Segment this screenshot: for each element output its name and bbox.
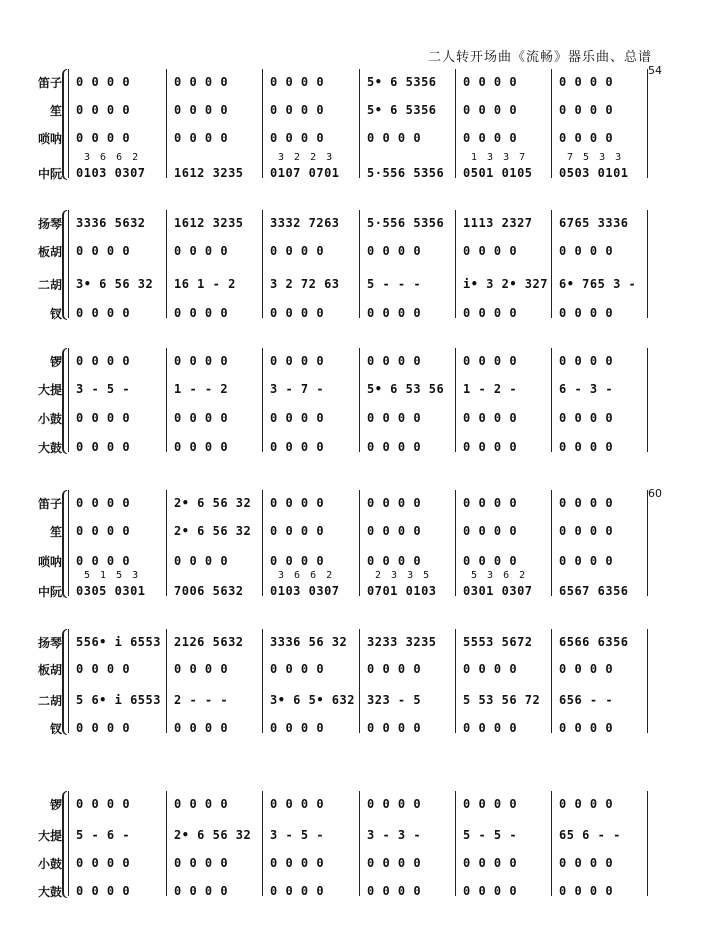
measure: 3 - 5 - xyxy=(270,828,325,842)
measure: 0 0 0 0 xyxy=(367,856,422,870)
instrument-label: 大提 xyxy=(37,383,62,397)
measure: 2• 6 56 32 xyxy=(174,496,252,510)
measure: 556• i 6553 xyxy=(76,635,161,649)
chord-hint: 1 3 3 7 xyxy=(471,152,528,163)
measure: 0305 0301 xyxy=(76,584,146,598)
instrument-label: 笙 xyxy=(49,525,62,539)
instrument-label: 扬琴 xyxy=(37,636,62,650)
measure: 0 0 0 0 xyxy=(76,75,131,89)
measure: 2 - - - xyxy=(174,693,229,707)
staff-line xyxy=(0,216,712,230)
staff-line xyxy=(0,411,712,425)
measure: 0 0 0 0 xyxy=(174,103,229,117)
measure: 0 0 0 0 xyxy=(270,306,325,320)
measure: 0 0 0 0 xyxy=(559,103,614,117)
staff-line xyxy=(0,306,712,320)
instrument-label: 笙 xyxy=(49,104,62,118)
instrument-label: 二胡 xyxy=(37,278,62,292)
measure: 0 0 0 0 xyxy=(463,244,518,258)
instrument-label: 笛子 xyxy=(37,76,62,90)
measure: 1 - - 2 xyxy=(174,382,229,396)
measure: 0 0 0 0 xyxy=(463,797,518,811)
measure: 0103 0307 xyxy=(270,584,340,598)
measure: 0 0 0 0 xyxy=(559,721,614,735)
measure: 0 0 0 0 xyxy=(367,411,422,425)
measure: 0 0 0 0 xyxy=(270,440,325,454)
measure: 0107 0701 xyxy=(270,166,340,180)
measure: 0 0 0 0 xyxy=(367,662,422,676)
measure: 0 0 0 0 xyxy=(463,721,518,735)
measure: 0 0 0 0 xyxy=(559,662,614,676)
measure: 3 - 3 - xyxy=(367,828,422,842)
measure: 5·556 5356 xyxy=(367,216,445,230)
measure: 5 - 6 - xyxy=(76,828,131,842)
measure: 5 - 5 - xyxy=(463,828,518,842)
measure: 0 0 0 0 xyxy=(76,244,131,258)
measure-number-start: 54 xyxy=(648,64,662,77)
measure: 3233 3235 xyxy=(367,635,437,649)
measure: 0103 0307 xyxy=(76,166,146,180)
measure: 0 0 0 0 xyxy=(463,884,518,898)
measure: 0 0 0 0 xyxy=(559,244,614,258)
measure: 6 - 3 - xyxy=(559,382,614,396)
measure: 0 0 0 0 xyxy=(76,411,131,425)
measure: 0 0 0 0 xyxy=(76,131,131,145)
staff-line xyxy=(0,131,712,145)
measure: 0 0 0 0 xyxy=(174,354,229,368)
measure: 0301 0307 xyxy=(463,584,533,598)
instrument-label: 中阮 xyxy=(37,585,62,599)
staff-line xyxy=(0,554,712,568)
instrument-label: 板胡 xyxy=(37,663,62,677)
measure: 5 - - - xyxy=(367,277,422,291)
measure: 0 0 0 0 xyxy=(270,884,325,898)
instrument-label: 中阮 xyxy=(37,167,62,181)
measure: 0 0 0 0 xyxy=(367,496,422,510)
measure: 0503 0101 xyxy=(559,166,629,180)
measure: 0 0 0 0 xyxy=(463,496,518,510)
measure: 0 0 0 0 xyxy=(174,721,229,735)
instrument-label: 大鼓 xyxy=(37,441,62,455)
chord-hint-row xyxy=(0,571,712,581)
measure: 3336 5632 xyxy=(76,216,146,230)
measure: 0 0 0 0 xyxy=(463,131,518,145)
measure: 0 0 0 0 xyxy=(463,103,518,117)
measure: 5• 6 53 56 xyxy=(367,382,445,396)
staff-line xyxy=(0,797,712,811)
staff-line xyxy=(0,635,712,649)
measure: 0 0 0 0 xyxy=(270,721,325,735)
instrument-label: 钗 xyxy=(49,307,62,321)
measure: 0 0 0 0 xyxy=(559,496,614,510)
measure: 1612 3235 xyxy=(174,166,244,180)
measure: 0 0 0 0 xyxy=(270,496,325,510)
measure: 0 0 0 0 xyxy=(367,354,422,368)
measure: 0 0 0 0 xyxy=(270,354,325,368)
measure: 0 0 0 0 xyxy=(559,856,614,870)
measure: 0 0 0 0 xyxy=(270,411,325,425)
instrument-label: 锣 xyxy=(49,355,62,369)
measure: 6765 3336 xyxy=(559,216,629,230)
measure: 0 0 0 0 xyxy=(367,721,422,735)
staff-line xyxy=(0,440,712,454)
measure: 0 0 0 0 xyxy=(367,131,422,145)
measure: 1 - 2 - xyxy=(463,382,518,396)
measure: 0 0 0 0 xyxy=(174,440,229,454)
measure: 3• 6 5• 632 xyxy=(270,693,355,707)
measure: 3 2 72 63 xyxy=(270,277,340,291)
measure: 0 0 0 0 xyxy=(270,75,325,89)
measure: 0 0 0 0 xyxy=(463,554,518,568)
measure: 0 0 0 0 xyxy=(559,797,614,811)
staff-line xyxy=(0,244,712,258)
measure: 0 0 0 0 xyxy=(76,662,131,676)
measure: 0 0 0 0 xyxy=(559,411,614,425)
measure: 0 0 0 0 xyxy=(174,75,229,89)
measure: 2126 5632 xyxy=(174,635,244,649)
measure: 0 0 0 0 xyxy=(559,131,614,145)
chord-hint-row xyxy=(0,153,712,163)
chord-hint: 3 6 6 2 xyxy=(84,152,141,163)
measure: 2• 6 56 32 xyxy=(174,524,252,538)
measure: 3336 56 32 xyxy=(270,635,348,649)
staff-line xyxy=(0,584,712,598)
measure: 0 0 0 0 xyxy=(559,354,614,368)
staff-line xyxy=(0,884,712,898)
measure: 6• 765 3 - xyxy=(559,277,637,291)
measure: 0 0 0 0 xyxy=(270,131,325,145)
measure: 0 0 0 0 xyxy=(76,524,131,538)
measure: 16 1 - 2 xyxy=(174,277,236,291)
measure: 5 53 56 72 xyxy=(463,693,541,707)
measure: 0501 0105 xyxy=(463,166,533,180)
measure: 1612 3235 xyxy=(174,216,244,230)
measure: 0 0 0 0 xyxy=(463,524,518,538)
score-title: 二人转开场曲《流畅》器乐曲、总谱 xyxy=(428,50,653,65)
measure: 0 0 0 0 xyxy=(367,797,422,811)
instrument-label: 板胡 xyxy=(37,245,62,259)
chord-hint: 5 3 6 2 xyxy=(471,570,528,581)
measure: 0 0 0 0 xyxy=(367,884,422,898)
measure: 0 0 0 0 xyxy=(270,524,325,538)
measure: 323 - 5 xyxy=(367,693,422,707)
measure: 0 0 0 0 xyxy=(463,856,518,870)
instrument-label: 笛子 xyxy=(37,497,62,511)
measure: 0 0 0 0 xyxy=(76,721,131,735)
instrument-label: 钗 xyxy=(49,722,62,736)
measure: 6566 6356 xyxy=(559,635,629,649)
measure: 0 0 0 0 xyxy=(270,554,325,568)
measure: 0 0 0 0 xyxy=(174,554,229,568)
chord-hint: 3 2 2 3 xyxy=(278,152,335,163)
staff-line xyxy=(0,277,712,291)
measure: 0 0 0 0 xyxy=(463,354,518,368)
staff-line xyxy=(0,103,712,117)
measure: 0 0 0 0 xyxy=(76,440,131,454)
instrument-label: 唢呐 xyxy=(37,132,62,146)
measure: 0 0 0 0 xyxy=(270,662,325,676)
measure: 0 0 0 0 xyxy=(463,662,518,676)
measure: 0 0 0 0 xyxy=(76,496,131,510)
measure: 0 0 0 0 xyxy=(174,884,229,898)
measure: 0 0 0 0 xyxy=(367,306,422,320)
instrument-label: 大鼓 xyxy=(37,885,62,899)
measure: 0 0 0 0 xyxy=(463,306,518,320)
measure: 0 0 0 0 xyxy=(367,244,422,258)
instrument-label: 小鼓 xyxy=(37,857,62,871)
measure: 3332 7263 xyxy=(270,216,340,230)
measure: 0 0 0 0 xyxy=(76,554,131,568)
measure: 0 0 0 0 xyxy=(174,244,229,258)
measure: 6567 6356 xyxy=(559,584,629,598)
chord-hint: 2 3 3 5 xyxy=(375,570,432,581)
measure: 656 - - xyxy=(559,693,614,707)
instrument-label: 锣 xyxy=(49,798,62,812)
measure: 0701 0103 xyxy=(367,584,437,598)
measure: 0 0 0 0 xyxy=(76,856,131,870)
measure: 7006 5632 xyxy=(174,584,244,598)
measure: 0 0 0 0 xyxy=(559,306,614,320)
instrument-label: 大提 xyxy=(37,829,62,843)
measure: 0 0 0 0 xyxy=(270,797,325,811)
measure: 0 0 0 0 xyxy=(270,856,325,870)
measure: 1113 2327 xyxy=(463,216,533,230)
staff-line xyxy=(0,828,712,842)
measure-number-next: 60 xyxy=(648,487,662,500)
measure: 0 0 0 0 xyxy=(559,524,614,538)
measure: 0 0 0 0 xyxy=(174,131,229,145)
measure: 0 0 0 0 xyxy=(367,524,422,538)
instrument-label: 二胡 xyxy=(37,694,62,708)
measure: 0 0 0 0 xyxy=(367,554,422,568)
staff-line xyxy=(0,693,712,707)
staff-line xyxy=(0,721,712,735)
instrument-label: 扬琴 xyxy=(37,217,62,231)
measure: i• 3 2• 327 xyxy=(463,277,548,291)
measure: 0 0 0 0 xyxy=(559,440,614,454)
measure: 3 - 5 - xyxy=(76,382,131,396)
staff-line xyxy=(0,856,712,870)
instrument-label: 唢呐 xyxy=(37,555,62,569)
staff-line xyxy=(0,354,712,368)
measure: 0 0 0 0 xyxy=(174,306,229,320)
chord-hint: 7 5 3 3 xyxy=(567,152,624,163)
measure: 0 0 0 0 xyxy=(559,75,614,89)
measure: 0 0 0 0 xyxy=(76,884,131,898)
measure: 0 0 0 0 xyxy=(174,662,229,676)
measure: 0 0 0 0 xyxy=(174,856,229,870)
measure: 5• 6 5356 xyxy=(367,75,437,89)
measure: 0 0 0 0 xyxy=(559,884,614,898)
measure: 0 0 0 0 xyxy=(559,554,614,568)
measure: 65 6 - - xyxy=(559,828,621,842)
measure: 0 0 0 0 xyxy=(463,411,518,425)
measure: 0 0 0 0 xyxy=(76,103,131,117)
measure: 3• 6 56 32 xyxy=(76,277,154,291)
measure: 0 0 0 0 xyxy=(76,354,131,368)
staff-line xyxy=(0,75,712,89)
measure: 0 0 0 0 xyxy=(174,411,229,425)
measure: 0 0 0 0 xyxy=(367,440,422,454)
measure: 0 0 0 0 xyxy=(174,797,229,811)
measure: 0 0 0 0 xyxy=(463,75,518,89)
measure: 3 - 7 - xyxy=(270,382,325,396)
staff-line xyxy=(0,662,712,676)
measure: 0 0 0 0 xyxy=(76,306,131,320)
measure: 5553 5672 xyxy=(463,635,533,649)
measure: 5·556 5356 xyxy=(367,166,445,180)
measure: 5 6• i 6553 xyxy=(76,693,161,707)
instrument-label: 小鼓 xyxy=(37,412,62,426)
staff-line xyxy=(0,496,712,510)
chord-hint: 5 1 5 3 xyxy=(84,570,141,581)
staff-line xyxy=(0,166,712,180)
chord-hint: 3 6 6 2 xyxy=(278,570,335,581)
measure: 0 0 0 0 xyxy=(463,440,518,454)
measure: 0 0 0 0 xyxy=(270,103,325,117)
measure: 5• 6 5356 xyxy=(367,103,437,117)
staff-line xyxy=(0,524,712,538)
staff-line xyxy=(0,382,712,396)
measure: 0 0 0 0 xyxy=(270,244,325,258)
measure: 2• 6 56 32 xyxy=(174,828,252,842)
measure: 0 0 0 0 xyxy=(76,797,131,811)
